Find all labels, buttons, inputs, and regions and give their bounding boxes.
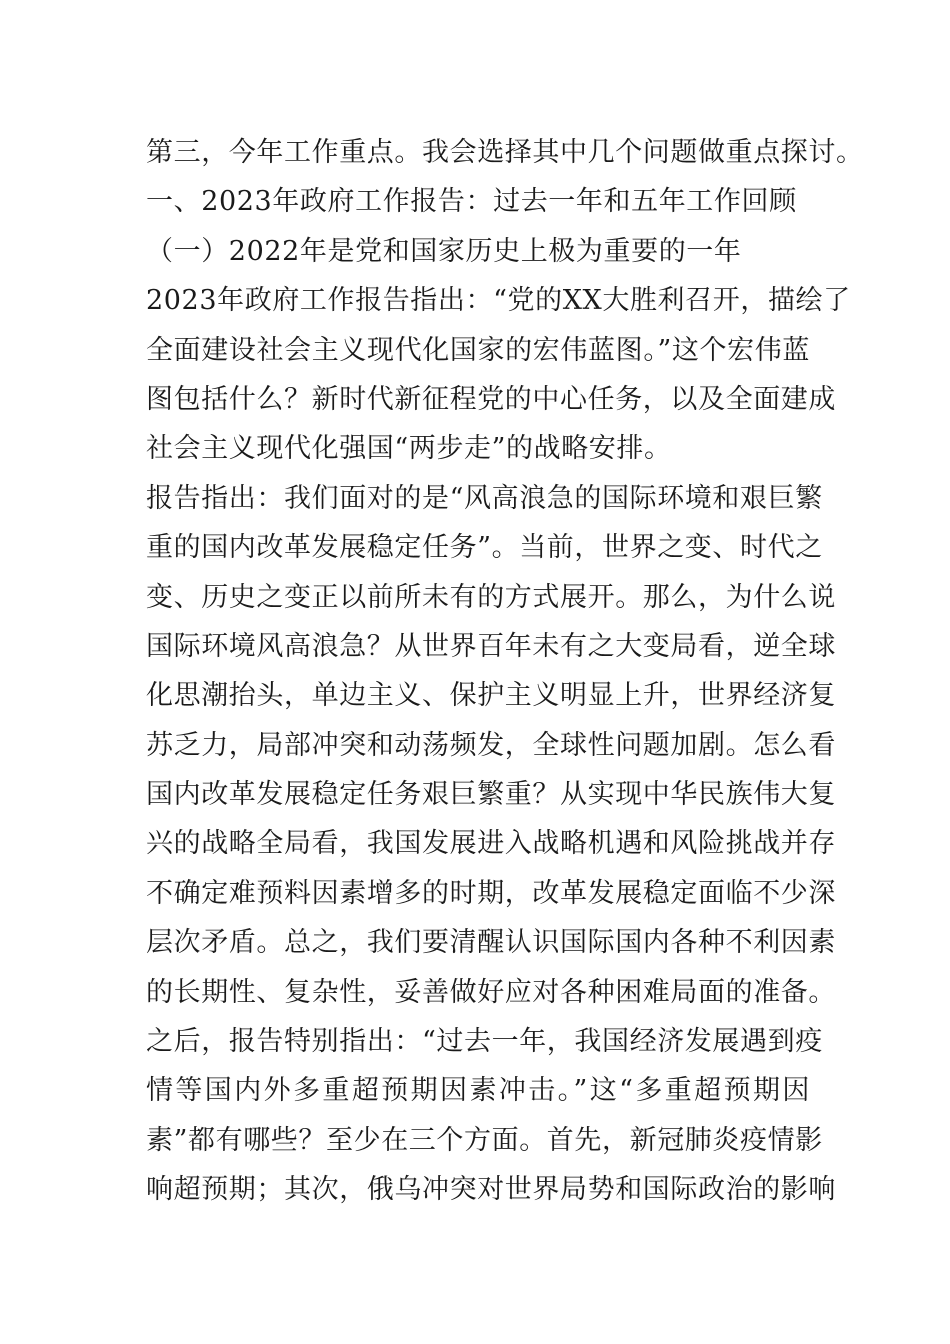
text-line-18: 的长期性、复杂性，妥善做好应对各种困难局面的准备。 — [146, 976, 836, 1008]
text-line-17: 层次矛盾。总之，我们要清醒认识国际国内各种不利因素 — [146, 927, 836, 959]
text-line-19: 之后，报告特别指出：“过去一年，我国经济发展遇到疫 — [146, 1026, 823, 1058]
text-line-4: 2023年政府工作报告指出：“党的XX大胜利召开，描绘了 — [146, 285, 851, 317]
text-line-21: 素”都有哪些？至少在三个方面。首先，新冠肺炎疫情影 — [146, 1124, 823, 1156]
text-line-11: 国际环境风高浪急？从世界百年未有之大变局看，逆全球 — [146, 630, 836, 662]
text-line-10: 变、历史之变正以前所未有的方式展开。那么，为什么说 — [146, 581, 836, 613]
text-line-5: 全面建设社会主义现代化国家的宏伟蓝图。”这个宏伟蓝 — [146, 334, 810, 366]
text-line-14: 国内改革发展稳定任务艰巨繁重？从实现中华民族伟大复 — [146, 779, 836, 811]
text-line-20: 情等国内外多重超预期因素冲击。”这“多重超预期因 — [146, 1075, 810, 1107]
text-line-16: 不确定难预料因素增多的时期，改革发展稳定面临不少深 — [146, 877, 836, 909]
document-body — [146, 128, 864, 1215]
text-line-1: 第三，今年工作重点。我会选择其中几个问题做重点探讨。 — [146, 137, 864, 168]
subsection-heading: （一）2022年是党和国家历史上极为重要的一年 — [146, 235, 742, 267]
section-heading: 一、2023年政府工作报告：过去一年和五年工作回顾 — [146, 186, 797, 218]
text-line-7: 社会主义现代化强国“两步走”的战略安排。 — [146, 433, 672, 465]
text-line-13: 苏乏力，局部冲突和动荡频发，全球性问题加剧。怎么看 — [146, 729, 836, 761]
text-line-15: 兴的战略全局看，我国发展进入战略机遇和风险挑战并存 — [146, 828, 836, 860]
text-line-22: 响超预期；其次，俄乌冲突对世界局势和国际政治的影响 — [146, 1174, 836, 1206]
text-line-9: 重的国内改革发展稳定任务”。当前，世界之变、时代之 — [146, 532, 823, 564]
text-line-8: 报告指出：我们面对的是“风高浪急的国际环境和艰巨繁 — [146, 482, 823, 514]
text-line-6: 图包括什么？新时代新征程党的中心任务，以及全面建成 — [146, 383, 836, 415]
text-line-12: 化思潮抬头，单边主义、保护主义明显上升，世界经济复 — [146, 680, 836, 712]
